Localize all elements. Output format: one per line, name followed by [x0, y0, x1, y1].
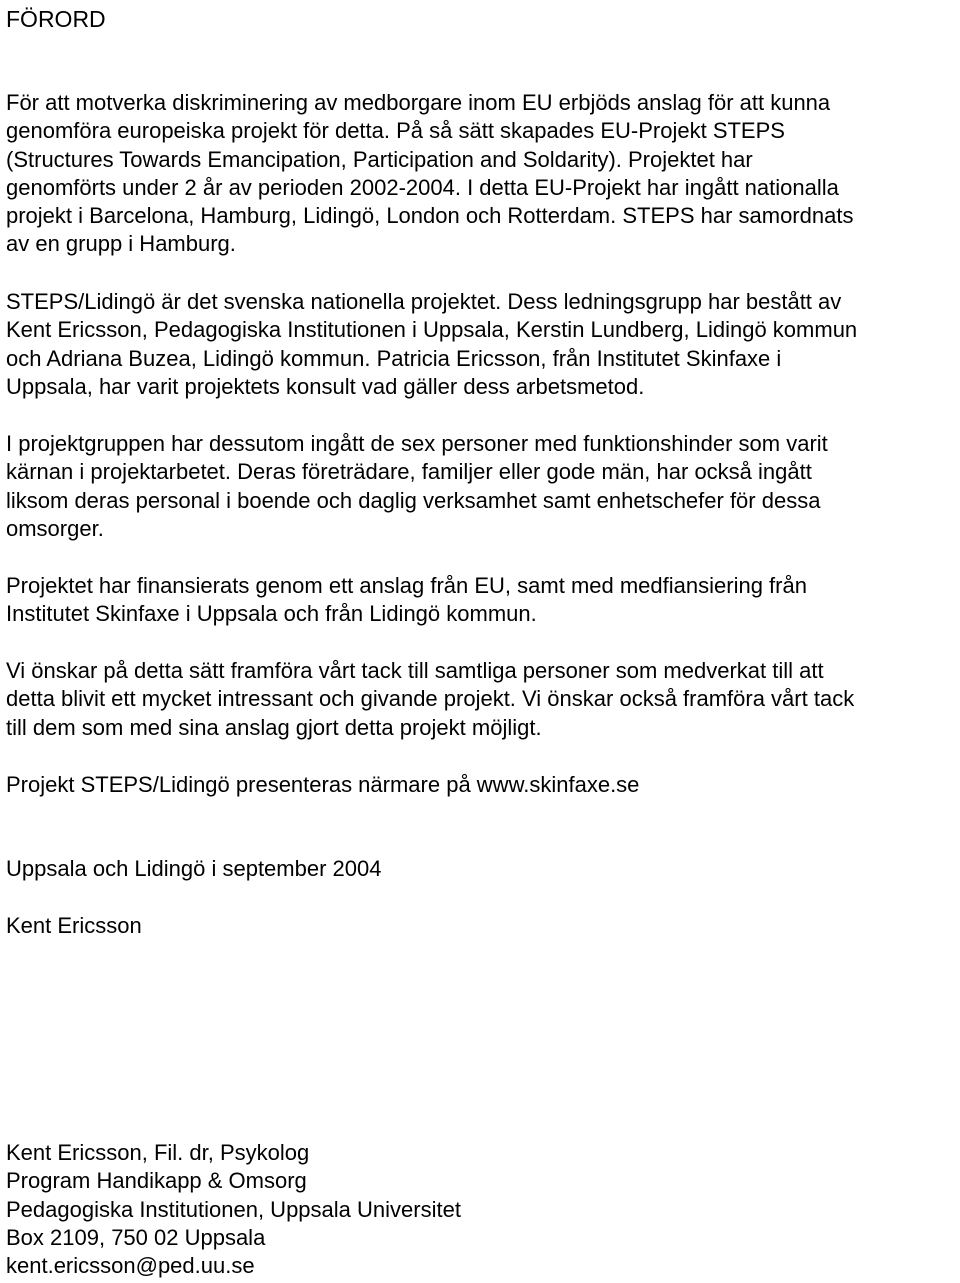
- paragraph-steering-group: [6, 288, 958, 401]
- contact-email: kent.ericsson@ped.uu.se: [6, 1253, 255, 1279]
- text-line: För att motverka diskriminering av medborgare inom EU erbjöds anslag för att kunna: [6, 90, 831, 115]
- signature: Kent Ericsson: [6, 913, 142, 938]
- text-line: Uppsala, har varit projektets konsult vad gäller dess arbetsmetod.: [6, 373, 645, 399]
- text-line: detta blivit ett mycket intressant och givande projekt. Vi önskar också framföra vårt tack: [6, 686, 855, 712]
- text-line: genomförts under 2 år av perioden 2002-2004. I detta EU-Projekt har ingått nationalla: [6, 174, 839, 200]
- text-line: av en grupp i Hamburg.: [6, 231, 236, 257]
- text-line: projekt i Barcelona, Hamburg, Lidingö, London och Rotterdam. STEPS har samordnats: [6, 203, 854, 229]
- text-line: STEPS/Lidingö är det svenska nationella projektet. Dess ledningsgrupp har bestått av: [6, 289, 842, 314]
- text-line: kärnan i projektarbetet. Deras företrädare, familjer eller gode män, har också ingått: [6, 459, 812, 485]
- text-line: genomföra europeiska projekt för detta. På så sätt skapades EU-Projekt STEPS: [6, 118, 785, 144]
- paragraph-thanks: [6, 657, 958, 742]
- text-line: Kent Ericsson, Pedagogiska Institutionen i Uppsala, Kerstin Lundberg, Lidingö kommun: [6, 317, 858, 343]
- paragraph-funding: [6, 572, 958, 629]
- contact-address: Box 2109, 750 02 Uppsala: [6, 1224, 266, 1250]
- text-line: Vi önskar på detta sätt framföra vårt tack till samtliga personer som medverkat till att: [6, 658, 824, 683]
- text-line: Projektet har finansierats genom ett anslag från EU, samt med medfiansiering från: [6, 573, 807, 598]
- place-date: Uppsala och Lidingö i september 2004: [6, 856, 382, 881]
- contact-department: Pedagogiska Institutionen, Uppsala Universitet: [6, 1196, 461, 1222]
- text-line: (Structures Towards Emancipation, Participation and Soldarity). Projektet har: [6, 146, 753, 172]
- paragraph-project-group: [6, 430, 958, 543]
- contact-program: Program Handikapp & Omsorg: [6, 1168, 307, 1194]
- contact-name: Kent Ericsson, Fil. dr, Psykolog: [6, 1140, 310, 1165]
- text-line: och Adriana Buzea, Lidingö kommun. Patricia Ericsson, från Institutet Skinfaxe i: [6, 345, 782, 371]
- text-line: Projekt STEPS/Lidingö presenteras närmare på www.skinfaxe.se: [6, 772, 640, 797]
- text-line: liksom deras personal i boende och daglig verksamhet samt enhetschefer för dessa: [6, 487, 821, 513]
- paragraph-intro: [6, 89, 958, 259]
- page-title: FÖRORD: [6, 6, 106, 32]
- contact-block: [6, 1139, 958, 1280]
- paragraph-website: [6, 771, 958, 799]
- text-line: till dem som med sina anslag gjort detta projekt möjligt.: [6, 714, 542, 740]
- text-line: Institutet Skinfaxe i Uppsala och från Lidingö kommun.: [6, 601, 537, 627]
- text-line: omsorger.: [6, 515, 104, 541]
- text-line: I projektgruppen har dessutom ingått de sex personer med funktionshinder som varit: [6, 431, 828, 456]
